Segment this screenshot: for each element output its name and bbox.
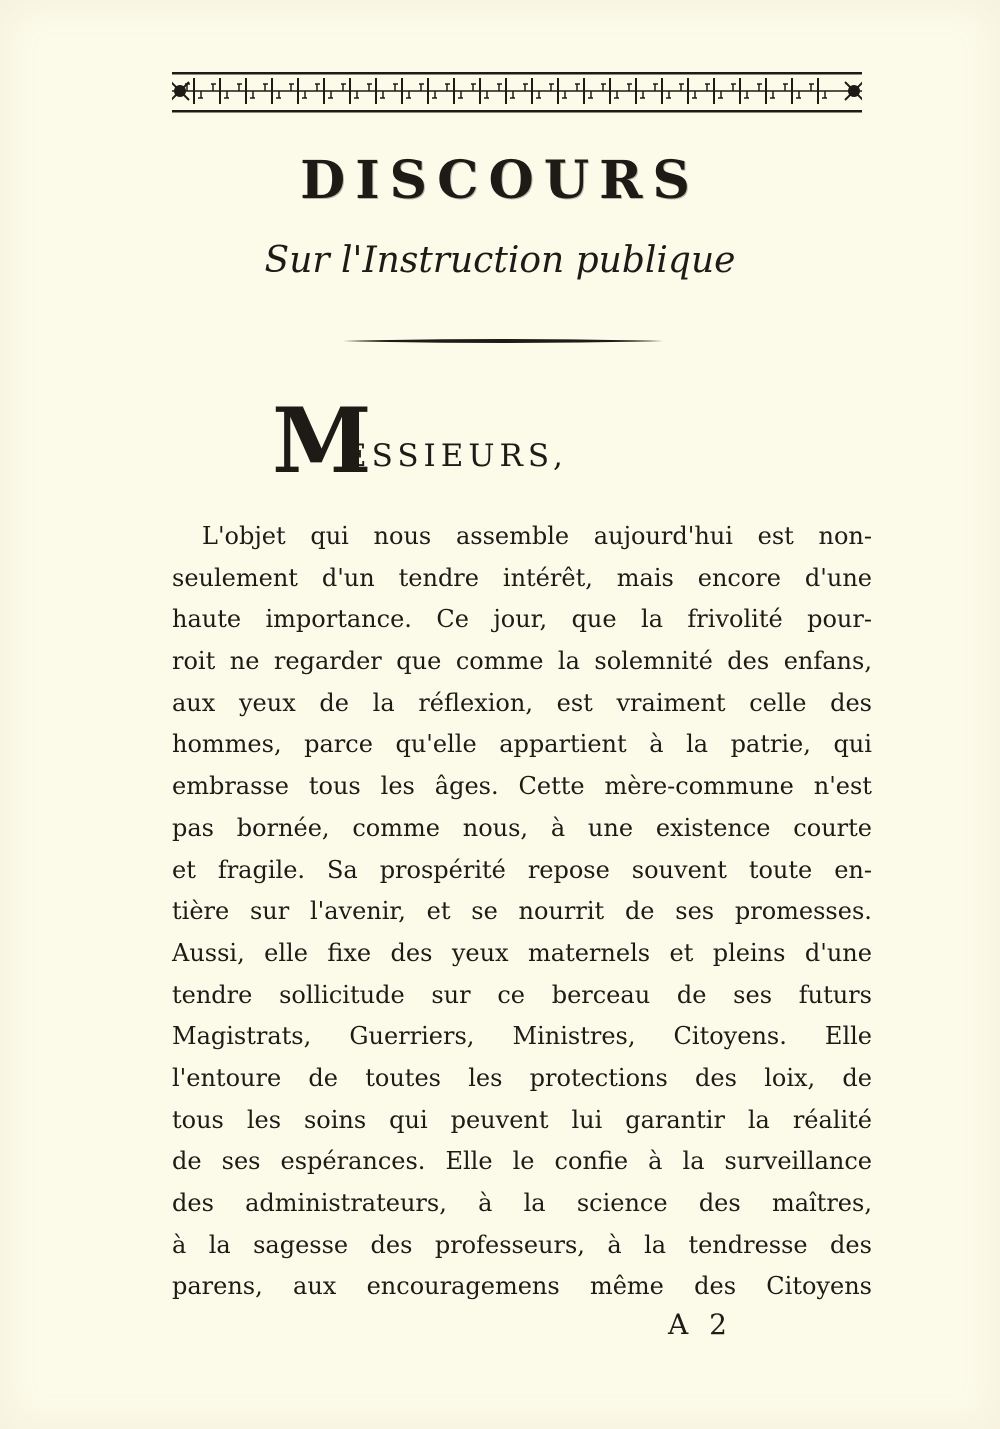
title-divider <box>343 338 663 344</box>
text-line: l'entoure de toutes les protections des loix, de <box>172 1063 872 1092</box>
text-line: et fragile. Sa prospérité repose souvent toute en- <box>172 855 872 884</box>
text-line: aux yeux de la réflexion, est vraiment celle des <box>172 688 872 717</box>
signature-mark: A 2 <box>668 1308 733 1341</box>
ornamental-header-rule <box>172 72 862 116</box>
text-line: des administrateurs, à la science des maîtres, <box>172 1189 872 1217</box>
text-line: L'objet qui nous assemble aujourd'hui est non- <box>202 522 872 550</box>
text-line: tière sur l'avenir, et se nourrit de ses promesses. <box>172 897 872 926</box>
text-line: hommes, parce qu'elle appartient à la patrie, qui <box>172 730 872 759</box>
text-line: de ses espérances. Elle le confie à la surveillance <box>172 1147 872 1176</box>
text-line: tous les soins qui peuvent lui garantir la réalité <box>172 1105 872 1134</box>
text-line: haute importance. Ce jour, que la frivolité pour- <box>172 605 872 634</box>
body-paragraph <box>172 516 872 1308</box>
text-line: Magistrats, Guerriers, Ministres, Citoyens. Elle <box>172 1022 872 1051</box>
page-subtitle: Sur l'Instruction publique <box>264 240 736 281</box>
text-line: embrasse tous les âges. Cette mère-commune n'est <box>172 772 872 801</box>
salutation-text: ESSIEURS, <box>344 438 568 474</box>
text-line: tendre sollicitude sur ce berceau de ses futurs <box>172 980 872 1009</box>
text-line: seulement d'un tendre intérêt, mais encore d'une <box>172 563 872 592</box>
drop-cap-initial: M <box>272 388 372 494</box>
text-line: parens, aux encouragemens même des Citoyens <box>172 1272 872 1301</box>
text-line: Aussi, elle fixe des yeux maternels et pleins d'une <box>172 938 872 967</box>
text-line: pas bornée, comme nous, à une existence courte <box>172 813 872 842</box>
text-line: roit ne regarder que comme la solemnité des enfans, <box>172 647 872 676</box>
text-line: à la sagesse des professeurs, à la tendresse des <box>172 1230 872 1259</box>
page-title: DISCOURS <box>300 150 700 211</box>
